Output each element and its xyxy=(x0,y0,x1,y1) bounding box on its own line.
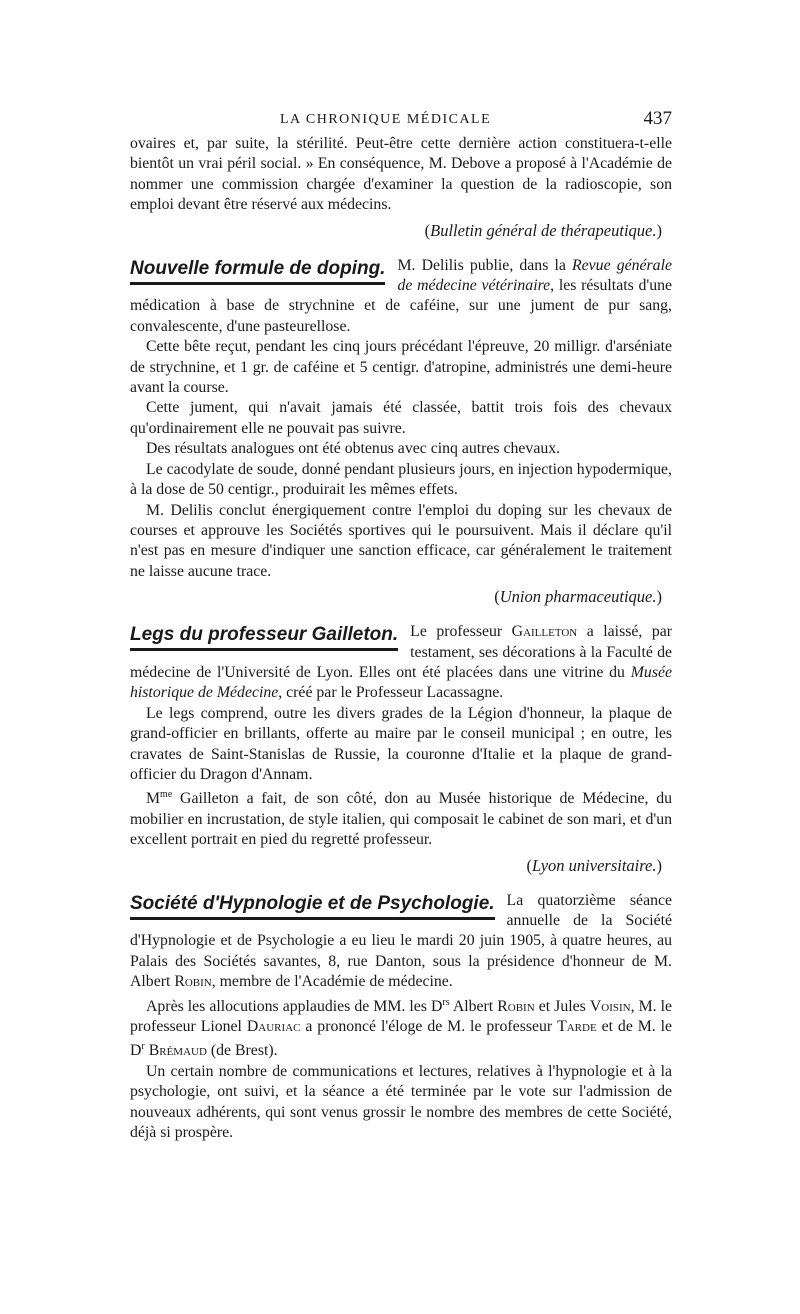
hypnologie-paragraph-1: La quatorzième séance annuelle de la Société d'Hypnologie et de Psychologie a eu lieu le mardi 20 juin 1905, à quatre heures, au Palais des Sociétés savantes, 8, rue Danton, sous la présidence d'honneur de M. Albert Robin, membre de l'Académie de médecine. xyxy=(130,891,672,991)
intro-paragraph: ovaires et, par suite, la stérilité. Peut-être cette dernière action constituera-t-elle bientôt un vrai péril social. » En conséquence, M. Debove a proposé à l'Académie de nommer une commission chargée d'examiner la question de la radioscopie, son emploi devant être réservé aux médecins. xyxy=(130,135,672,214)
section-hypnologie xyxy=(130,891,672,1144)
section-doping xyxy=(130,256,672,609)
gailleton-paragraph-3: $M^{me}$ Gailleton a fait, de son côté, don au Musée historique de Médecine, du mobilier en incrustation, de style italien, qui composait le cabinet de son mari, et d'un excellent portrait en pied du regretté professeur. xyxy=(130,789,672,849)
document-page xyxy=(130,108,672,1143)
gailleton-paragraph-1: Le professeur Gailleton a laissé, par testament, ses décorations à la Faculté de médecine de l'Université de Lyon. Elles ont été placées dans une vitrine du Musée historique de Médecine, créé par le Professeur Lacassagne. xyxy=(130,623,673,702)
hypnologie-paragraph-2: Après les allocutions applaudies de MM. les $D^{rs}$ Albert Robin et Jules Voisin, M. le professeur Lionel Dauriac a prononcé l'éloge de M. le professeur Tarde et de M. le $D^r$ Brémaud (de Brest). xyxy=(130,996,673,1060)
page-number: 437 xyxy=(643,108,672,129)
doping-paragraph-2: Cette bête reçut, pendant les cinq jours précédant l'épreuve, 20 milligr. d'arséniate de strychnine, et 1 gr. de caféine et 5 centigr. d'atropine, administrés une demi-heure avant la course. xyxy=(130,338,672,397)
hypnologie-paragraph-3: Un certain nombre de communications et lectures, relatives à l'hypnologie et à la psychologie, ont suivi, et la séance a été terminée par le vote sur l'admission de nouveaux adhérents, qui sont venus grossir le nombre des membres de cette Société, déjà si prospère. xyxy=(130,1062,672,1142)
doping-paragraph-3: Cette jument, qui n'avait jamais été classée, battit trois fois des chevaux qu'ordinairement elle ne pouvait pas suivre. xyxy=(130,399,672,437)
gailleton-source: (Lyon universitaire.) xyxy=(526,855,662,875)
section-title-doping: Nouvelle formule de doping. xyxy=(130,258,385,285)
intro-source: (Bulletin général de thérapeutique.) xyxy=(424,220,662,240)
section-gailleton xyxy=(130,622,672,876)
doping-source: (Union pharmaceutique.) xyxy=(494,587,662,607)
doping-paragraph-6: M. Delilis conclut énergiquement contre l'emploi du doping sur les chevaux de courses et approuve les Sociétés sportives qui le poursuivent. Mais il déclare qu'il n'est pas en mesure d'indiquer une sanction efficace, car généralement le traitement ne laisse aucune trace. xyxy=(130,501,672,580)
doping-paragraph-1: M. Delilis publie, dans la Revue générale de médecine vétérinaire, les résultats d'une médication à base de strychnine et de caféine, sur une jument de pur sang, convalescente, d'une pasteurellose. xyxy=(130,256,673,335)
section-title-gailleton: Legs du professeur Gailleton. xyxy=(130,624,398,651)
doping-paragraph-4: Des résultats analogues ont été obtenus avec cinq autres chevaux. xyxy=(146,440,561,458)
page-header xyxy=(130,108,672,134)
gailleton-paragraph-2: Le legs comprend, outre les divers grades de la Légion d'honneur, la plaque de grand-officier en brillants, offerte au maire par le conseil municipal ; en outre, les cravates de Saint-Stanislas de Russie, la couronne d'Italie et la plaque de grand-officier du Dragon d'Annam. xyxy=(130,704,672,783)
section-title-hypnologie: Société d'Hypnologie et de Psychologie. xyxy=(130,893,495,920)
doping-paragraph-5: Le cacodylate de soude, donné pendant plusieurs jours, en injection hypodermique, à la dose de 50 centigr., produirait les mêmes effets. xyxy=(130,460,672,499)
running-title: LA CHRONIQUE MÉDICALE xyxy=(280,112,492,127)
